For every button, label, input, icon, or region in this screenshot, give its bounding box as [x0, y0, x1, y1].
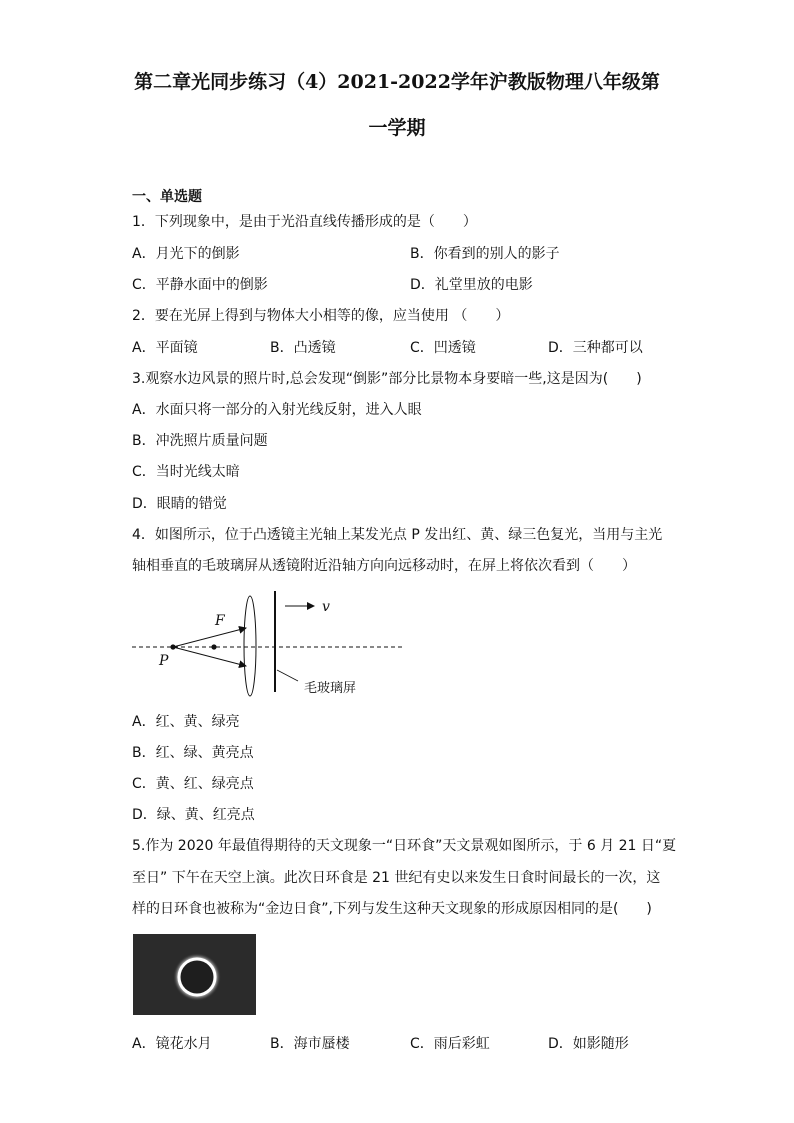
q4-option-b: B．红、绿、黄亮点: [132, 745, 254, 761]
q4-stem-line-2: 轴相垂直的毛玻璃屏从透镜附近沿轴方向向远移动时，在屏上将依次看到（ ）: [132, 558, 636, 574]
q1-option-b: B．你看到的别人的影子: [410, 246, 560, 262]
q4-option-c: C．黄、红、绿亮点: [132, 776, 254, 792]
q3-option-a: A．水面只将一部分的入射光线反射，进入人眼: [132, 402, 422, 418]
q2-option-a: A．平面镜: [132, 340, 198, 356]
label-p: P: [159, 653, 169, 669]
q3-option-b: B．冲洗照片质量问题: [132, 433, 268, 449]
page-title-line-2: 一学期: [368, 117, 426, 139]
q4-option-d: D．绿、黄、红亮点: [132, 807, 255, 823]
q2-option-b: B．凸透镜: [270, 340, 336, 356]
q1-option-d: D．礼堂里放的电影: [410, 277, 533, 293]
label-f: F: [215, 613, 225, 629]
q5-stem-line-3: 样的日环食也被称为“金边日食”,下列与发生这种天文现象的形成原因相同的是( ): [132, 901, 652, 917]
focus-point: [211, 644, 216, 649]
screen-leader-line: [277, 670, 298, 681]
q2-option-d: D．三种都可以: [548, 340, 643, 356]
q5-option-b: B．海市蜃楼: [270, 1036, 350, 1052]
q5-stem-line-2: 至日” 下午在天空上演。此次日环食是 21 世纪有史以来发生日食时间最长的一次，这: [132, 870, 661, 886]
q1-option-c: C．平静水面中的倒影: [132, 277, 268, 293]
q4-stem-line-1: 4．如图所示，位于凸透镜主光轴上某发光点 P 发出红、黄、绿三色复光，当用与主光: [132, 527, 663, 543]
q1-stem: 1．下列现象中，是由于光沿直线传播形成的是（ ）: [132, 214, 477, 230]
q5-option-a: A．镜花水月: [132, 1036, 212, 1052]
q4-option-a: A．红、黄、绿亮: [132, 714, 240, 730]
q5-stem-line-1: 5.作为 2020 年最值得期待的天文现象一“日环食”天文景观如图所示，于 6 月 21 日“夏: [132, 838, 677, 854]
q5-option-d: D．如影随形: [548, 1036, 629, 1052]
q3-option-c: C．当时光线太暗: [132, 464, 240, 480]
q5-option-c: C．雨后彩虹: [410, 1036, 490, 1052]
upper-ray: [173, 628, 246, 647]
convex-lens: [244, 596, 256, 696]
label-screen: 毛玻璃屏: [304, 681, 357, 696]
q2-stem: 2．要在光屏上得到与物体大小相等的像，应当使用 （ ）: [132, 308, 510, 324]
q3-stem: 3.观察水边风景的照片时,总会发现“倒影”部分比景物本身要暗一些,这是因为( ): [132, 371, 642, 387]
q2-option-c: C．凹透镜: [410, 340, 476, 356]
q1-option-a: A．月光下的倒影: [132, 246, 240, 262]
lens-diagram: [128, 588, 418, 698]
q3-option-d: D．眼睛的错觉: [132, 496, 227, 512]
lower-ray: [173, 647, 246, 666]
section-heading: 一、单选题: [132, 189, 202, 205]
annular-eclipse-photo: [133, 934, 256, 1015]
label-v: v: [322, 599, 330, 615]
page-title-line-1: 第二章光同步练习（4）2021-2022学年沪教版物理八年级第: [134, 71, 660, 93]
